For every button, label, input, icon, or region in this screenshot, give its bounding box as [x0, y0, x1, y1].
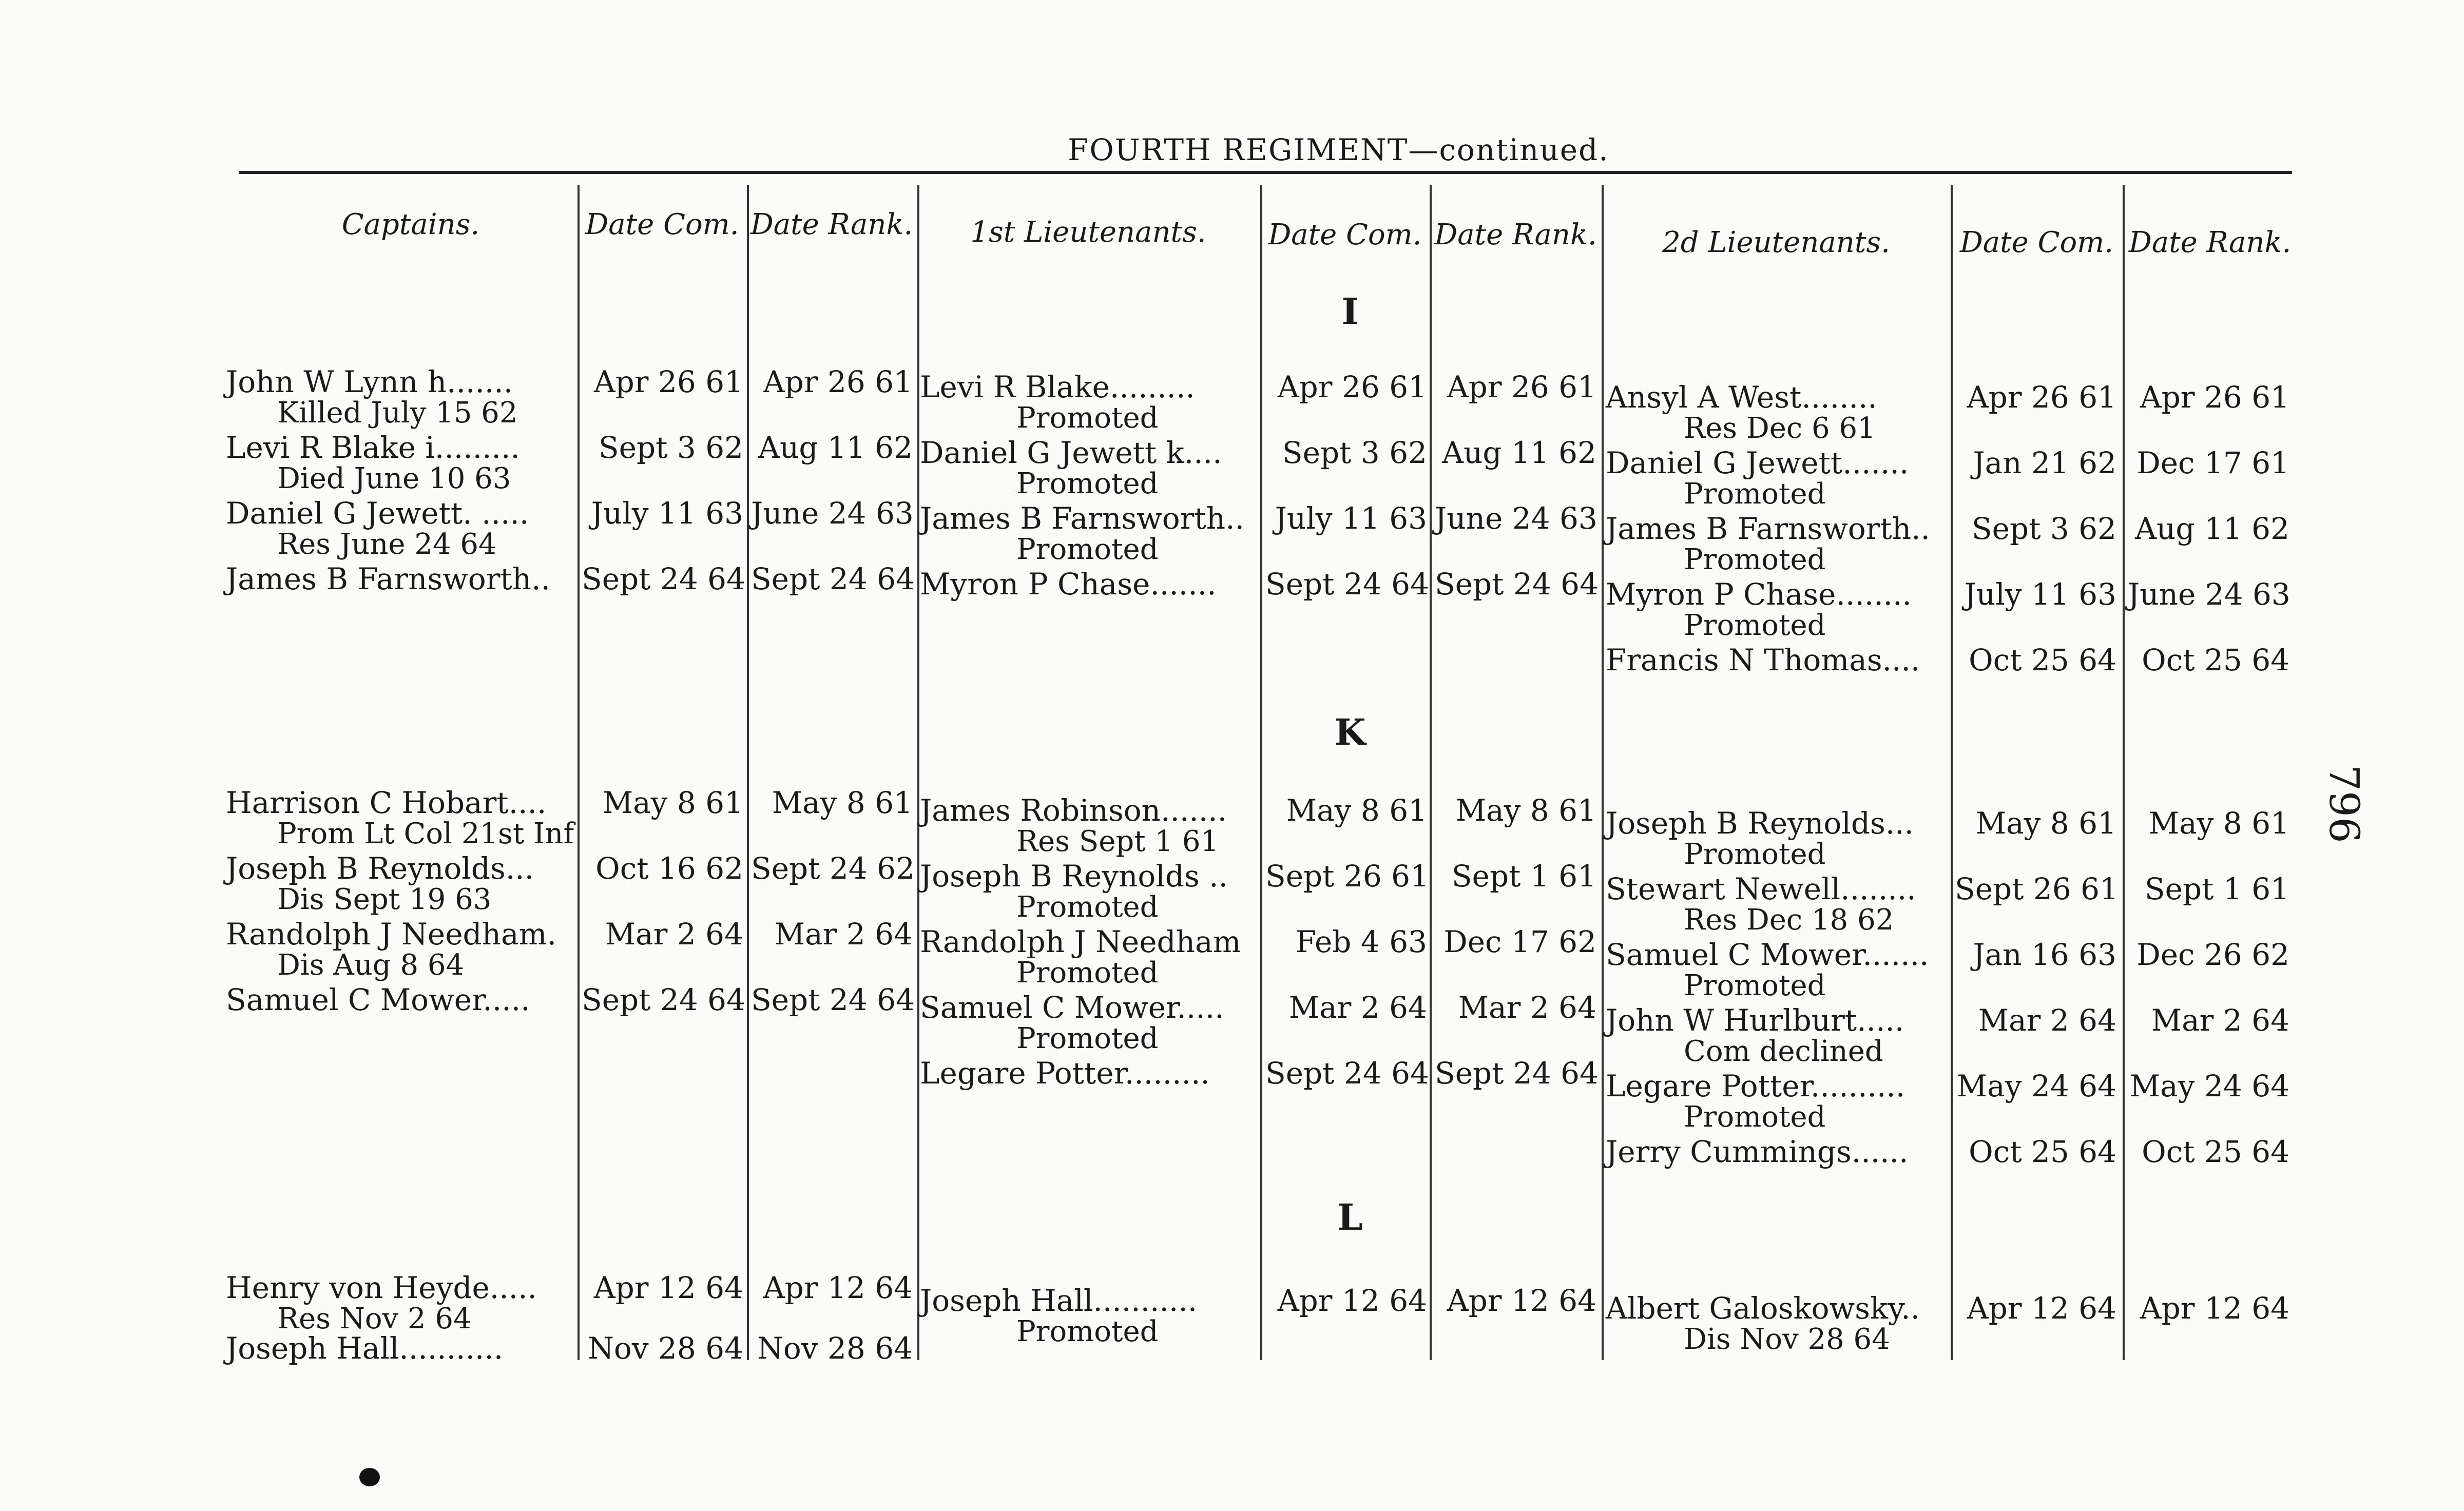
captains-note: Dis Aug 8 64 — [277, 948, 465, 982]
captains-date-rank: Sept 24 62 — [751, 851, 915, 886]
second-date-rank: Apr 12 64 — [2140, 1291, 2289, 1326]
column-divider — [1951, 185, 1953, 1360]
second-name: Jerry Cummings...... — [1606, 1134, 1909, 1169]
first-name: Myron P Chase....... — [920, 567, 1217, 602]
second-date-com: May 8 61 — [1975, 806, 2116, 841]
first-date-rank: Dec 17 62 — [1443, 924, 1596, 959]
second-note: Promoted — [1684, 543, 1826, 576]
second-date-rank: Sept 1 61 — [2144, 871, 2289, 906]
column-divider — [2123, 185, 2125, 1360]
captains-date-rank: Mar 2 64 — [774, 917, 913, 952]
second-date-rank: Dec 17 61 — [2136, 445, 2289, 480]
first-date-rank: June 24 63 — [1435, 501, 1597, 536]
first-name: Legare Potter......... — [920, 1056, 1210, 1091]
second-name: James B Farnsworth.. — [1606, 511, 1930, 546]
second-date-com: Oct 25 64 — [1969, 643, 2116, 677]
second-date-com: Apr 12 64 — [1967, 1291, 2116, 1326]
first-note: Res Sept 1 61 — [1016, 825, 1219, 858]
first-note: Promoted — [1016, 890, 1159, 924]
header-first-date-com: Date Com. — [1268, 218, 1422, 251]
header-second-date-com: Date Com. — [1959, 226, 2114, 259]
second-name: Stewart Newell........ — [1606, 871, 1916, 906]
captains-date-com: Oct 16 62 — [595, 851, 743, 886]
page-title: FOURTH REGIMENT—continued. — [1068, 132, 1609, 167]
first-date-com: Sept 24 64 — [1265, 1056, 1429, 1091]
first-name: Randolph J Needham — [920, 924, 1241, 959]
second-name: Joseph B Reynolds... — [1606, 806, 1914, 841]
captains-date-rank: Sept 24 64 — [751, 982, 915, 1017]
second-date-rank: Aug 11 62 — [2135, 511, 2289, 546]
second-name: Legare Potter.......... — [1606, 1069, 1905, 1103]
captains-note: Killed July 15 62 — [277, 396, 518, 430]
second-name: Daniel G Jewett....... — [1606, 445, 1909, 480]
first-date-com: Feb 4 63 — [1295, 924, 1427, 959]
ink-blot — [359, 1468, 380, 1486]
second-note: Promoted — [1684, 609, 1826, 642]
captains-date-rank: Nov 28 64 — [757, 1331, 913, 1366]
captains-date-com: May 8 61 — [602, 785, 743, 820]
captains-date-com: Sept 3 62 — [598, 430, 743, 465]
first-date-com: Mar 2 64 — [1288, 990, 1427, 1025]
first-date-com: Sept 3 62 — [1282, 435, 1427, 470]
first-name: Daniel G Jewett k.... — [920, 435, 1222, 470]
second-date-rank: June 24 63 — [2128, 577, 2290, 612]
first-name: Joseph B Reynolds .. — [920, 859, 1228, 894]
second-name: Samuel C Mower....... — [1606, 937, 1929, 972]
header-captain-date-rank: Date Rank. — [750, 208, 913, 241]
second-date-rank: Dec 26 62 — [2136, 937, 2289, 972]
captains-name: Levi R Blake i......... — [226, 430, 520, 465]
second-date-rank: Oct 25 64 — [2142, 1134, 2289, 1169]
captains-date-com: July 11 63 — [591, 496, 743, 531]
header-captain-date-com: Date Com. — [585, 208, 739, 241]
second-name: John W Hurlburt..... — [1606, 1003, 1904, 1038]
captains-date-com: Sept 24 64 — [582, 561, 745, 596]
captains-note: Res Nov 2 64 — [277, 1302, 472, 1335]
captains-note: Died June 10 63 — [277, 462, 511, 495]
captains-name: Joseph Hall........... — [226, 1331, 504, 1366]
captains-name: James B Farnsworth.. — [226, 561, 550, 596]
second-date-com: Jan 21 62 — [1973, 445, 2116, 480]
captains-date-rank: Aug 11 62 — [758, 430, 913, 465]
captains-note: Res June 24 64 — [277, 528, 497, 561]
captains-name: Henry von Heyde..... — [226, 1270, 537, 1305]
second-note: Promoted — [1684, 477, 1826, 511]
header-captains: Captains. — [341, 208, 480, 241]
first-note: Promoted — [1016, 956, 1159, 990]
second-date-com: Apr 26 61 — [1967, 380, 2116, 415]
first-name: Samuel C Mower..... — [920, 990, 1224, 1025]
first-date-com: Sept 26 61 — [1265, 859, 1429, 894]
first-note: Promoted — [1016, 533, 1159, 566]
first-date-rank: Sept 24 64 — [1435, 1056, 1599, 1091]
captains-date-rank: June 24 63 — [751, 496, 914, 531]
company-letter-i: I — [1341, 290, 1359, 333]
captains-date-com: Mar 2 64 — [605, 917, 743, 952]
second-date-rank: Oct 25 64 — [2142, 643, 2289, 677]
second-note: Promoted — [1684, 969, 1826, 1002]
first-note: Promoted — [1016, 1315, 1159, 1348]
column-divider — [578, 185, 580, 1360]
header-first-lieutenants: 1st Lieutenants. — [970, 216, 1206, 249]
header-first-date-rank: Date Rank. — [1434, 218, 1597, 251]
first-name: James B Farnsworth.. — [920, 501, 1244, 536]
first-date-com: May 8 61 — [1286, 793, 1427, 828]
first-date-rank: Sept 1 61 — [1451, 859, 1596, 894]
header-rule — [239, 171, 2292, 174]
first-date-rank: Sept 24 64 — [1435, 567, 1599, 602]
first-date-rank: Aug 11 62 — [1442, 435, 1596, 470]
second-name: Myron P Chase........ — [1606, 577, 1912, 612]
second-date-rank: May 24 64 — [2129, 1069, 2289, 1103]
captains-name: Samuel C Mower..... — [226, 982, 530, 1017]
captains-date-rank: May 8 61 — [772, 785, 913, 820]
first-date-rank: Mar 2 64 — [1458, 990, 1596, 1025]
second-date-rank: Apr 26 61 — [2140, 380, 2289, 415]
first-note: Promoted — [1016, 401, 1159, 435]
second-date-com: May 24 64 — [1956, 1069, 2116, 1103]
captains-name: Randolph J Needham. — [226, 917, 557, 952]
second-date-com: Jan 16 63 — [1973, 937, 2116, 972]
first-date-com: Sept 24 64 — [1265, 567, 1429, 602]
column-divider — [1602, 185, 1604, 1360]
captains-date-com: Apr 26 61 — [593, 364, 743, 399]
first-name: Levi R Blake......... — [920, 370, 1195, 404]
first-date-rank: Apr 12 64 — [1447, 1283, 1596, 1318]
captains-date-rank: Sept 24 64 — [751, 561, 915, 596]
second-date-com: July 11 63 — [1964, 577, 2116, 612]
second-date-rank: May 8 61 — [2148, 806, 2289, 841]
header-second-date-rank: Date Rank. — [2128, 226, 2292, 259]
first-name: Joseph Hall........... — [920, 1283, 1198, 1318]
captains-note: Prom Lt Col 21st Inf — [277, 817, 574, 850]
second-name: Francis N Thomas.... — [1606, 643, 1920, 677]
second-note: Com declined — [1684, 1035, 1883, 1068]
first-date-com: Apr 26 61 — [1277, 370, 1427, 404]
captains-date-rank: Apr 26 61 — [763, 364, 913, 399]
first-note: Promoted — [1016, 467, 1159, 500]
second-note: Dis Nov 28 64 — [1684, 1323, 1890, 1356]
company-letter-l: L — [1337, 1196, 1363, 1238]
second-note: Promoted — [1684, 838, 1826, 871]
second-note: Promoted — [1684, 1100, 1826, 1134]
captains-name: Harrison C Hobart.... — [226, 785, 547, 820]
column-divider — [747, 185, 749, 1360]
second-note: Res Dec 6 61 — [1684, 412, 1876, 445]
captains-date-com: Nov 28 64 — [588, 1331, 743, 1366]
company-letter-k: K — [1334, 711, 1366, 753]
column-divider — [1260, 185, 1262, 1360]
column-divider — [917, 185, 919, 1360]
header-second-lieutenants: 2d Lieutenants. — [1662, 226, 1890, 259]
captains-date-com: Sept 24 64 — [582, 982, 745, 1017]
captains-name: Daniel G Jewett. ..... — [226, 496, 529, 531]
first-date-rank: Apr 26 61 — [1447, 370, 1596, 404]
first-date-com: July 11 63 — [1275, 501, 1427, 536]
captains-name: Joseph B Reynolds... — [226, 851, 534, 886]
captains-date-com: Apr 12 64 — [593, 1270, 743, 1305]
captains-date-rank: Apr 12 64 — [763, 1270, 913, 1305]
first-date-rank: May 8 61 — [1455, 793, 1596, 828]
captains-name: John W Lynn h....... — [226, 364, 513, 399]
second-date-com: Mar 2 64 — [1978, 1003, 2116, 1038]
second-name: Ansyl A West........ — [1606, 380, 1877, 415]
first-date-com: Apr 12 64 — [1277, 1283, 1427, 1318]
second-date-com: Sept 26 61 — [1955, 871, 2119, 906]
first-note: Promoted — [1016, 1022, 1159, 1055]
second-note: Res Dec 18 62 — [1684, 903, 1894, 937]
second-date-com: Sept 3 62 — [1971, 511, 2116, 546]
column-divider — [1430, 185, 1432, 1360]
captains-note: Dis Sept 19 63 — [277, 883, 492, 916]
second-date-com: Oct 25 64 — [1969, 1134, 2116, 1169]
second-name: Albert Galoskowsky.. — [1606, 1291, 1920, 1326]
first-name: James Robinson....... — [920, 793, 1227, 828]
second-date-rank: Mar 2 64 — [2151, 1003, 2289, 1038]
page-number: 796 — [2320, 765, 2368, 843]
